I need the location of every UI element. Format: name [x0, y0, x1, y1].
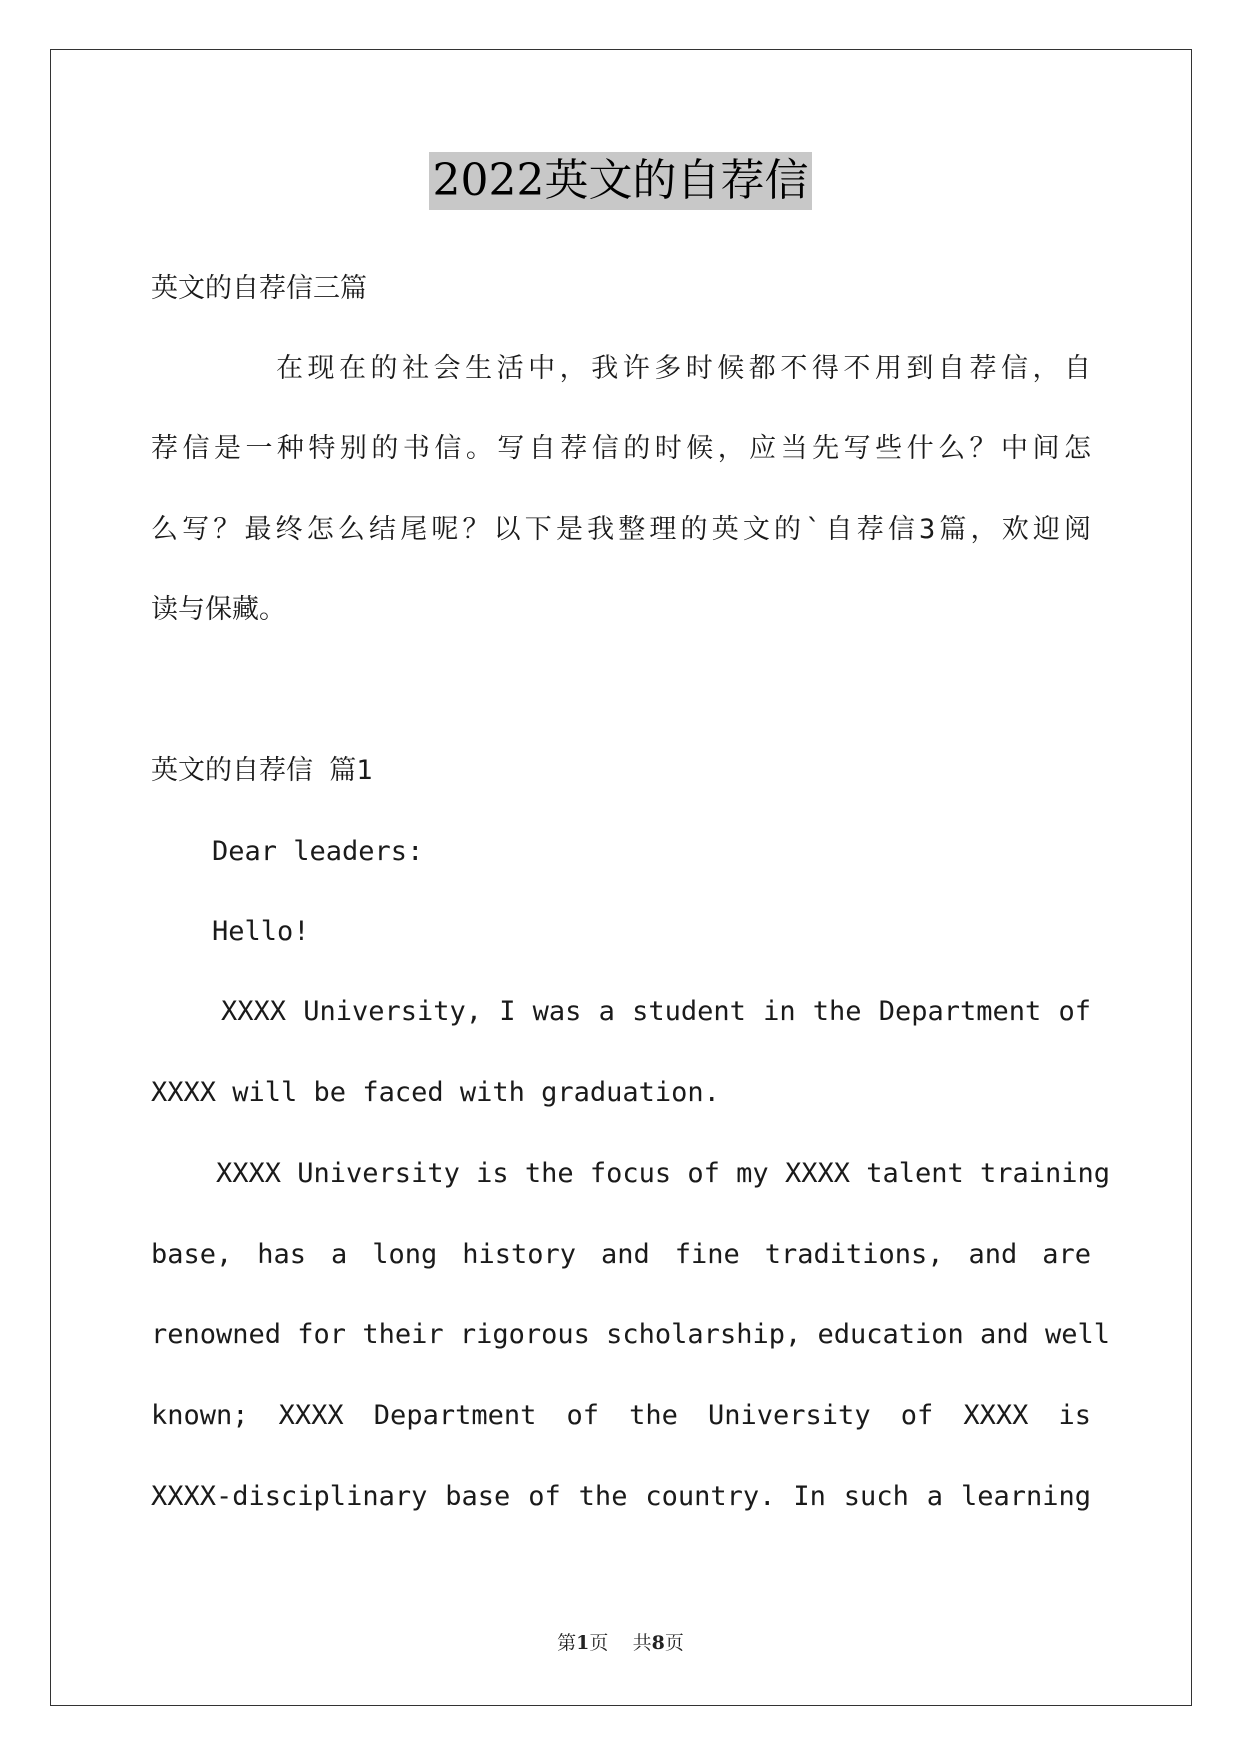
footer-page-number: 1	[576, 1632, 590, 1654]
page-footer	[0, 1628, 1241, 1655]
document-title: 2022英文的自荐信	[429, 152, 813, 210]
intro-line-3: 么写？最终怎么结尾呢？以下是我整理的英文的`自荐信3篇，欢迎阅	[151, 514, 1091, 545]
footer-prefix: 第	[557, 1632, 577, 1654]
body-line-6: known; XXXX Department of the University of XXXX is	[151, 1400, 1091, 1431]
body-line-3: XXXX University is the focus of my XXXX talent training	[216, 1158, 1111, 1189]
intro-line-2: 荐信是一种特别的书信。写自荐信的时候，应当先写些什么？中间怎	[151, 433, 1091, 464]
subtitle: 英文的自荐信三篇	[151, 273, 367, 304]
section-heading: 英文的自荐信 篇1	[151, 755, 373, 786]
body-line-5: renowned for their rigorous scholarship, education and well	[151, 1319, 1111, 1350]
intro-line-1: 在现在的社会生活中，我许多时候都不得不用到自荐信，自	[276, 353, 1091, 384]
salutation: Dear leaders:	[212, 836, 424, 867]
footer-total-prefix: 共	[632, 1632, 652, 1654]
footer-total-pages: 8	[651, 1632, 665, 1654]
intro-line-4: 读与保藏。	[151, 594, 286, 625]
body-line-1: XXXX University, I was a student in the Department of	[221, 996, 1091, 1027]
body-line-2: XXXX will be faced with graduation.	[151, 1077, 720, 1108]
body-line-4: base, has a long history and fine traditions, and are	[151, 1239, 1091, 1270]
footer-total-suffix: 页	[664, 1632, 684, 1654]
footer-page-suffix: 页	[589, 1632, 609, 1654]
body-line-7: XXXX-disciplinary base of the country. In such a learning	[151, 1481, 1091, 1512]
title-container	[0, 152, 1241, 210]
greeting: Hello!	[212, 916, 310, 947]
